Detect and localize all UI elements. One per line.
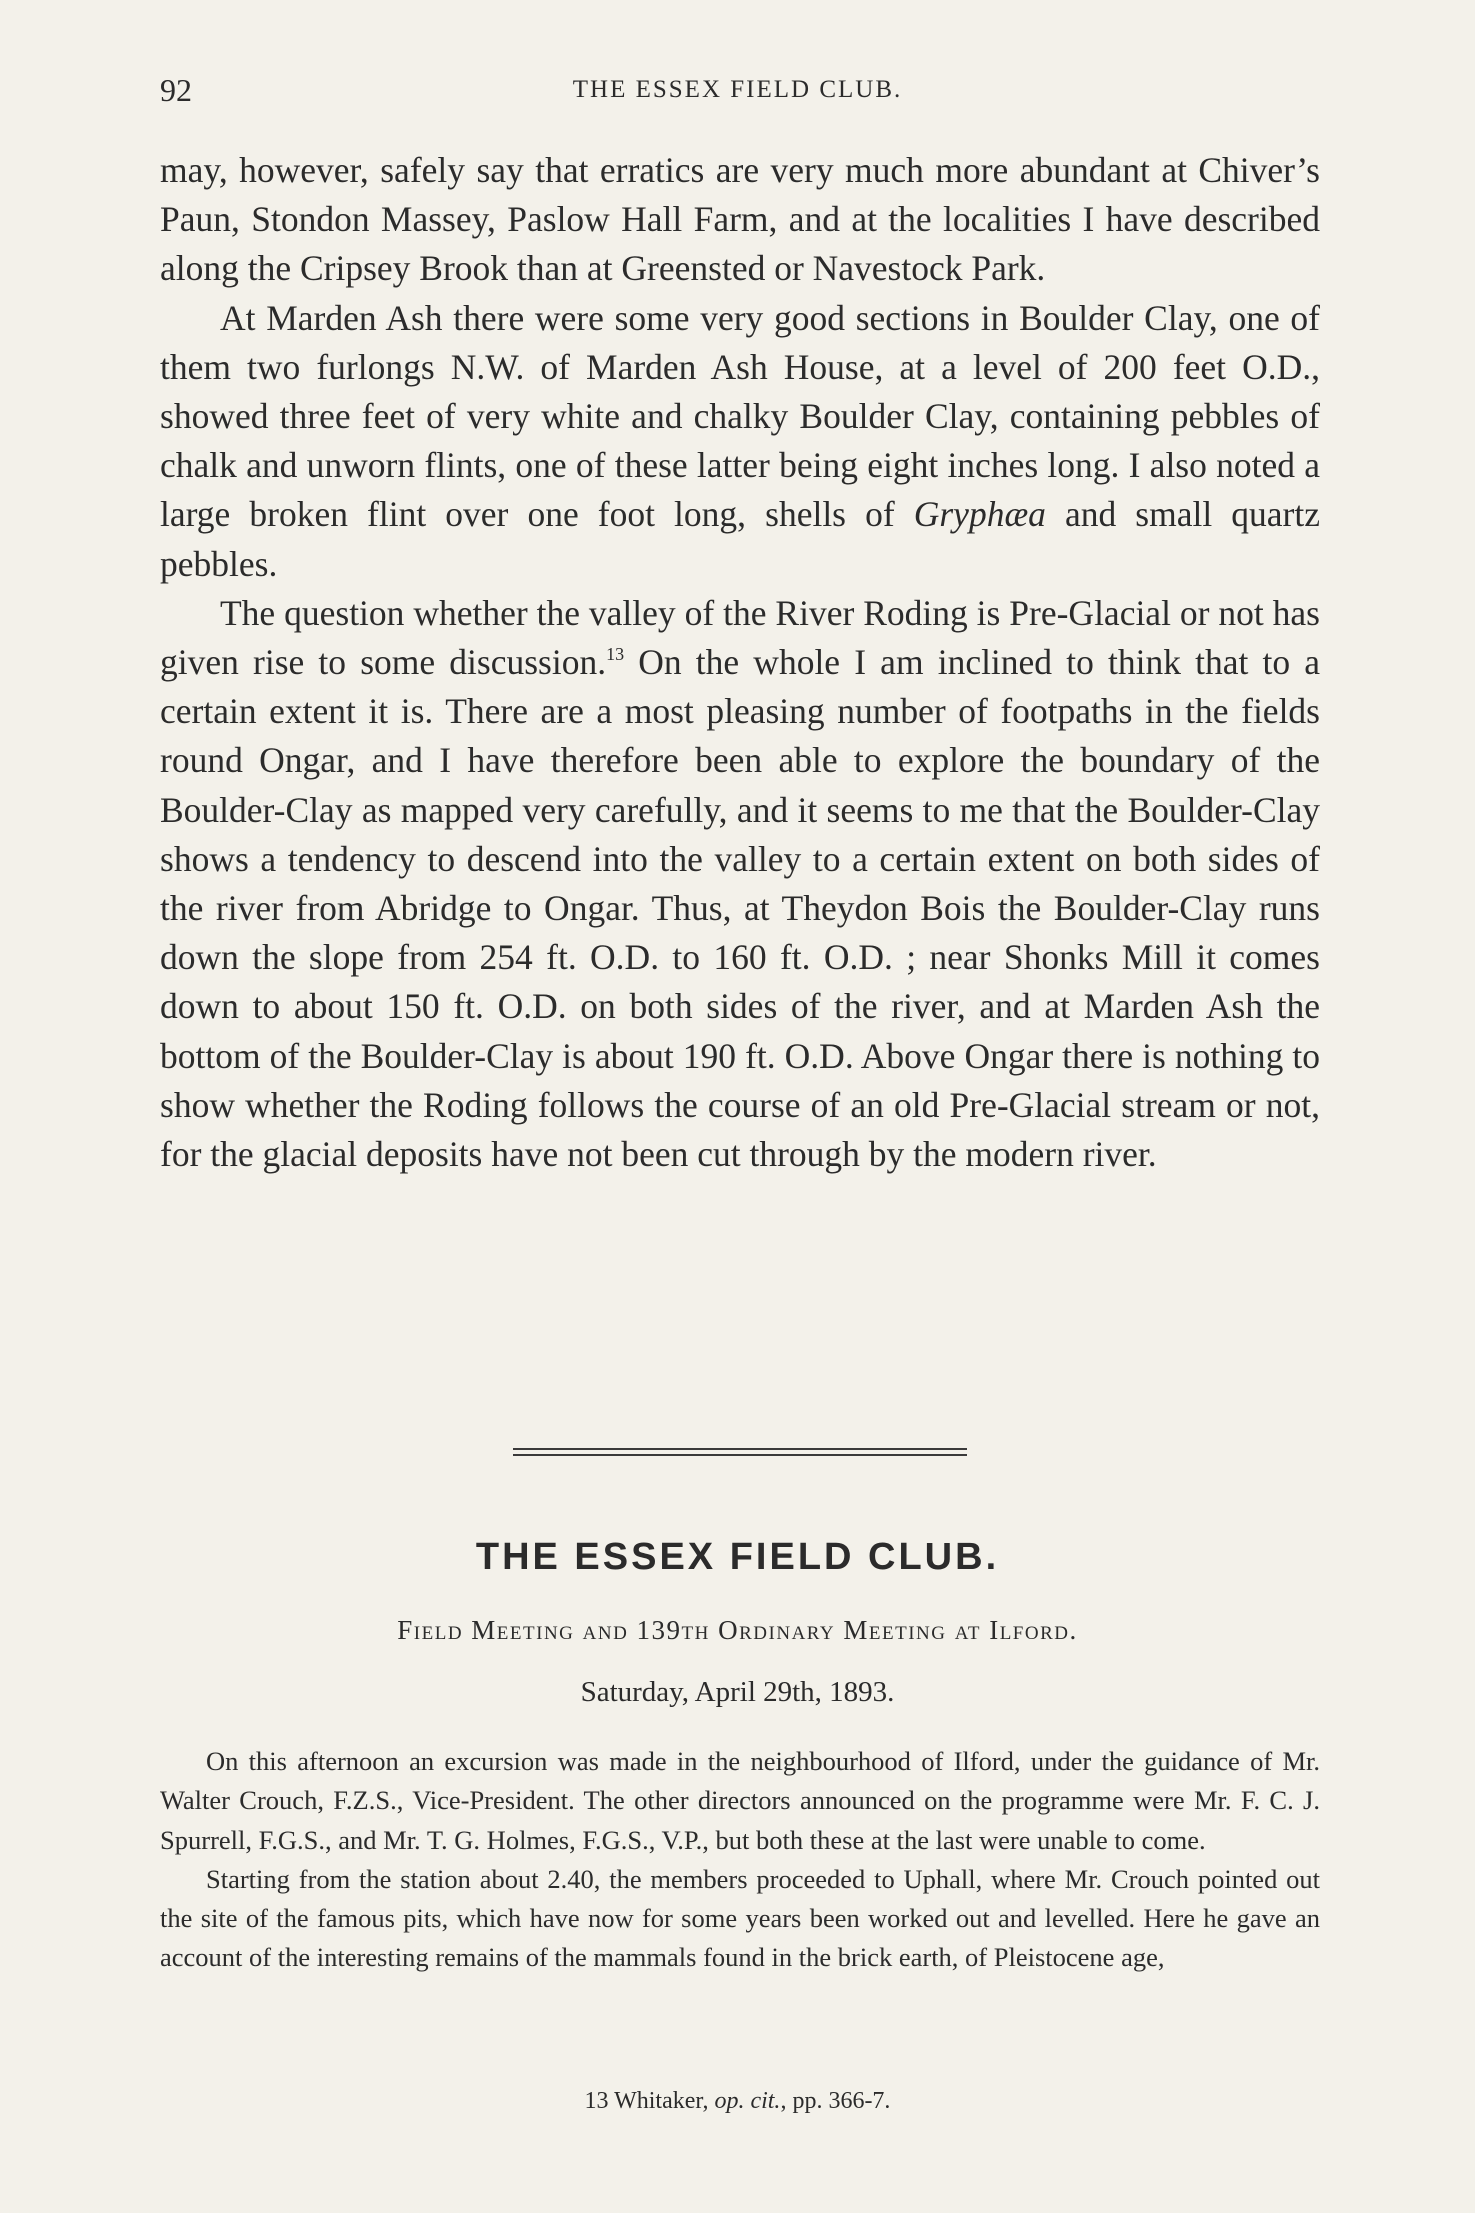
meeting-report <box>160 1742 1320 1978</box>
section-divider <box>513 1448 967 1456</box>
paragraph-text: The question whether the valley of the River Roding is Pre-Glacial or not has given rise to some discussion. <box>160 592 1320 683</box>
species-name-italic: Gryphæa <box>913 494 1046 535</box>
footnote-number: 13 <box>584 2088 609 2114</box>
meeting-title: Field Meeting and 139th Ordinary Meeting at Ilford. <box>397 1615 1078 1645</box>
paragraph-continuation: may, however, safely say that erratics are very much more abundant at Chiver’s Paun, Stondon Massey, Paslow Hall Farm, and at the localities I have described along the Cripsey Brook than at Greensted or Navestock Park. <box>160 150 1320 289</box>
footnote-citation-italic: op. cit. <box>714 2088 781 2114</box>
section-heading: THE ESSEX FIELD CLUB. <box>475 1536 1000 1578</box>
paragraph-text: and small quartz pebbles. <box>160 494 1320 584</box>
footnote-author: Whitaker, <box>608 2088 715 2114</box>
footnote <box>0 2088 1475 2115</box>
footnote-pages: , pp. 366-7. <box>780 2088 891 2114</box>
page-number: 92 <box>160 72 192 108</box>
footnote-reference: 13 <box>606 644 625 665</box>
paragraph-marden-ash <box>160 294 1320 589</box>
meeting-paragraph: Starting from the station about 2.40, the members proceeded to Uphall, where Mr. Crouch pointed out the site of the famous pits, which have now for some years been worked out and levelled. Here he gave an account of the interesting remains of the mammals found in the brick earth, of Pleistocene age, <box>160 1863 1320 1973</box>
paragraph-text: On the whole I am inclined to think that to a certain extent it is. There are a most pleasing number of footpaths in the fields round Ongar, and I have therefore been able to explore the boundary of the Boulder-Clay as mapped very carefully, and it seems to me that the Boulder-Clay shows a tendency to descend into the valley to a certain extent on both sides of the river from Abridge to Ongar. Thus, at Theydon Bois the Boulder-Clay runs down the slope from 254 ft. O.D. to 160 ft. O.D. ; near Shonks Mill it comes down to about 150 ft. O.D. on both sides of the river, and at Marden Ash the bottom of the Boulder-Clay is about 190 ft. O.D. Above Ongar there is nothing to show whether the Roding follows the course of an old Pre-Glacial stream or not, for the glacial deposits have not been cut through by the modern river. <box>160 642 1321 1175</box>
article-body <box>160 146 1320 1179</box>
paragraph-roding-valley <box>160 589 1320 1179</box>
meeting-date: Saturday, April 29th, 1893. <box>580 1676 895 1708</box>
running-head: THE ESSEX FIELD CLUB. <box>572 76 903 103</box>
meeting-paragraph: On this afternoon an excursion was made in the neighbourhood of Ilford, under the guidance of Mr. Walter Crouch, F.Z.S., Vice-President. The other directors announced on the programme were Mr. F. C. J. Spurrell, F.G.S., and Mr. T. G. Holmes, F.G.S., V.P., but both these at the last were unable to come. <box>160 1746 1320 1855</box>
paragraph-text: At Marden Ash there were some very good sections in Boulder Clay, one of them two furlongs N.W. of Marden Ash House, at a level of 200 feet O.D., showed three feet of very white and chalky Boulder Clay, containing pebbles of chalk and unworn flints, one of these latter being eight inches long. I also noted a large broken flint over one foot long, shells of <box>160 297 1320 535</box>
